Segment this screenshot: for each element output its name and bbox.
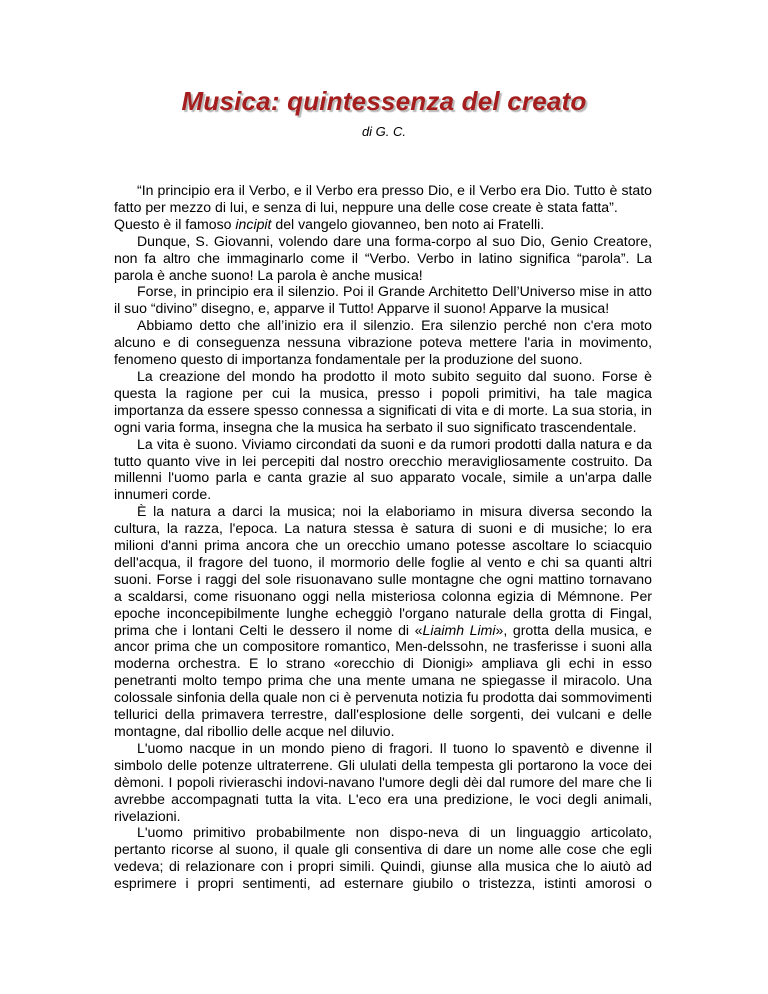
paragraph: La creazione del mondo ha prodotto il moto subito seguito dal suono. Forse è questa la ragione per cui la musica, presso i popoli primitivi, ha tale magica importanza da essere spesso connessa a significati di vita e di morte. La sua storia, in ogni varia forma, insegna che la musica ha serbato il suo significato trascendentale. [114,367,652,435]
document-title: Musica: quintessenza del creato [181,86,587,116]
paragraph: Dunque, S. Giovanni, volendo dare una forma-corpo al suo Dio, Genio Creatore, non fa altro che immaginarlo come il “Verbo. Verbo in latino significa “parola”. La parola è anche suono! La parola è anche musica! [114,232,652,283]
paragraph: È la natura a darci la musica; noi la elaboriamo in misura diversa secondo la cultura, la razza, l'epoca. La natura stessa è satura di suoni e di musiche; lo era milioni d'anni prima ancora che un orecchio umano potesse ascoltare lo sciacquio dell'acqua, il fragore del tuono, il mormorio delle foglie al vento e chi sa quanti altri suoni. Forse i raggi del sole risuonavano sulle montagne che ogni mattino tornavano a scaldarsi, come risuonano oggi nella misteriosa colonna egizia di Mémnone. Per epoche inconcepibilmente lunghe echeggiò l'organo naturale della grotta di Fingal, prima che i lontani Celti le dessero il nome di «Liaimh Limi», grotta della musica, e ancor prima che un compositore romantico, Men-delssohn, ne trasferisse i suoni alla moderna orchestra. E lo strano «orecchio di Dionigi» ampliava gli echi in esso penetranti molto tempo prima che una mente umana ne spiegasse il miracolo. Una colossale sinfonia della quale non ci è pervenuta notizia fu prodotta dai sommovimenti tellurici della primavera terrestre, dall'esplosione delle sorgenti, dei vulcani e delle montagne, dal ribollio delle acque nel diluvio. [114,503,652,739]
author-byline: di G. C. [361,124,407,139]
paragraph: L'uomo primitivo probabilmente non dispo-neva di un linguaggio articolato, pertanto ricorse al suono, il quale gli consentiva di dare un nome alle cose che egli vedeva; di relazionare con i propri simili. Quindi, giunse alla musica che lo aiutò ad esprimere i propri sentimenti, ad esternare giubilo o tristezza, istinti amorosi o [114,824,652,892]
paragraph: “In principio era il Verbo, e il Verbo era presso Dio, e il Verbo era Dio. Tutto è stato fatto per mezzo di lui, e senza di lui, neppure una delle cose create è stata fatta”. [114,182,652,215]
paragraph: Forse, in principio era il silenzio. Poi il Grande Architetto Dell’Universo mise in atto il suo “divino” disegno, e, apparve il Tutto! Apparve il suono! Apparve la musica! [114,283,652,317]
emphasis-text: incipit [235,215,272,232]
article-body [114,182,652,892]
paragraph: La vita è suono. Viviamo circondati da suoni e da rumori prodotti dalla natura e da tutto quanto vive in lei percepiti dal nostro orecchio meravigliosamente costruito. Da millenni l'uomo parla e canta grazie al suo apparato vocale, simile a un'arpa dalle innumeri corde. [114,435,652,503]
paragraph: L'uomo nacque in un mondo pieno di fragori. Il tuono lo spaventò e divenne il simbolo delle potenze ultraterrene. Gli ululati della tempesta gli portarono la voce dei dèmoni. I popoli rivieraschi indovi-navano l'umore degli dèi dal rumore del mare che li avrebbe accompagnati tutta la vita. L'eco era una predizione, le voci degli animali, rivelazioni. [114,739,652,824]
paragraph: Questo è il famoso incipit del vangelo giovanneo, ben noto ai Fratelli. [114,215,545,232]
emphasis-text: Liaimh Limi [422,621,496,638]
paragraph: Abbiamo detto che all’inizio era il silenzio. Era silenzio perché non c'era moto alcuno e di conseguenza nessuna vibrazione poteva mettere l'aria in movimento, fenomeno questo di importanza fondamentale per la produzione del suono. [114,317,652,368]
